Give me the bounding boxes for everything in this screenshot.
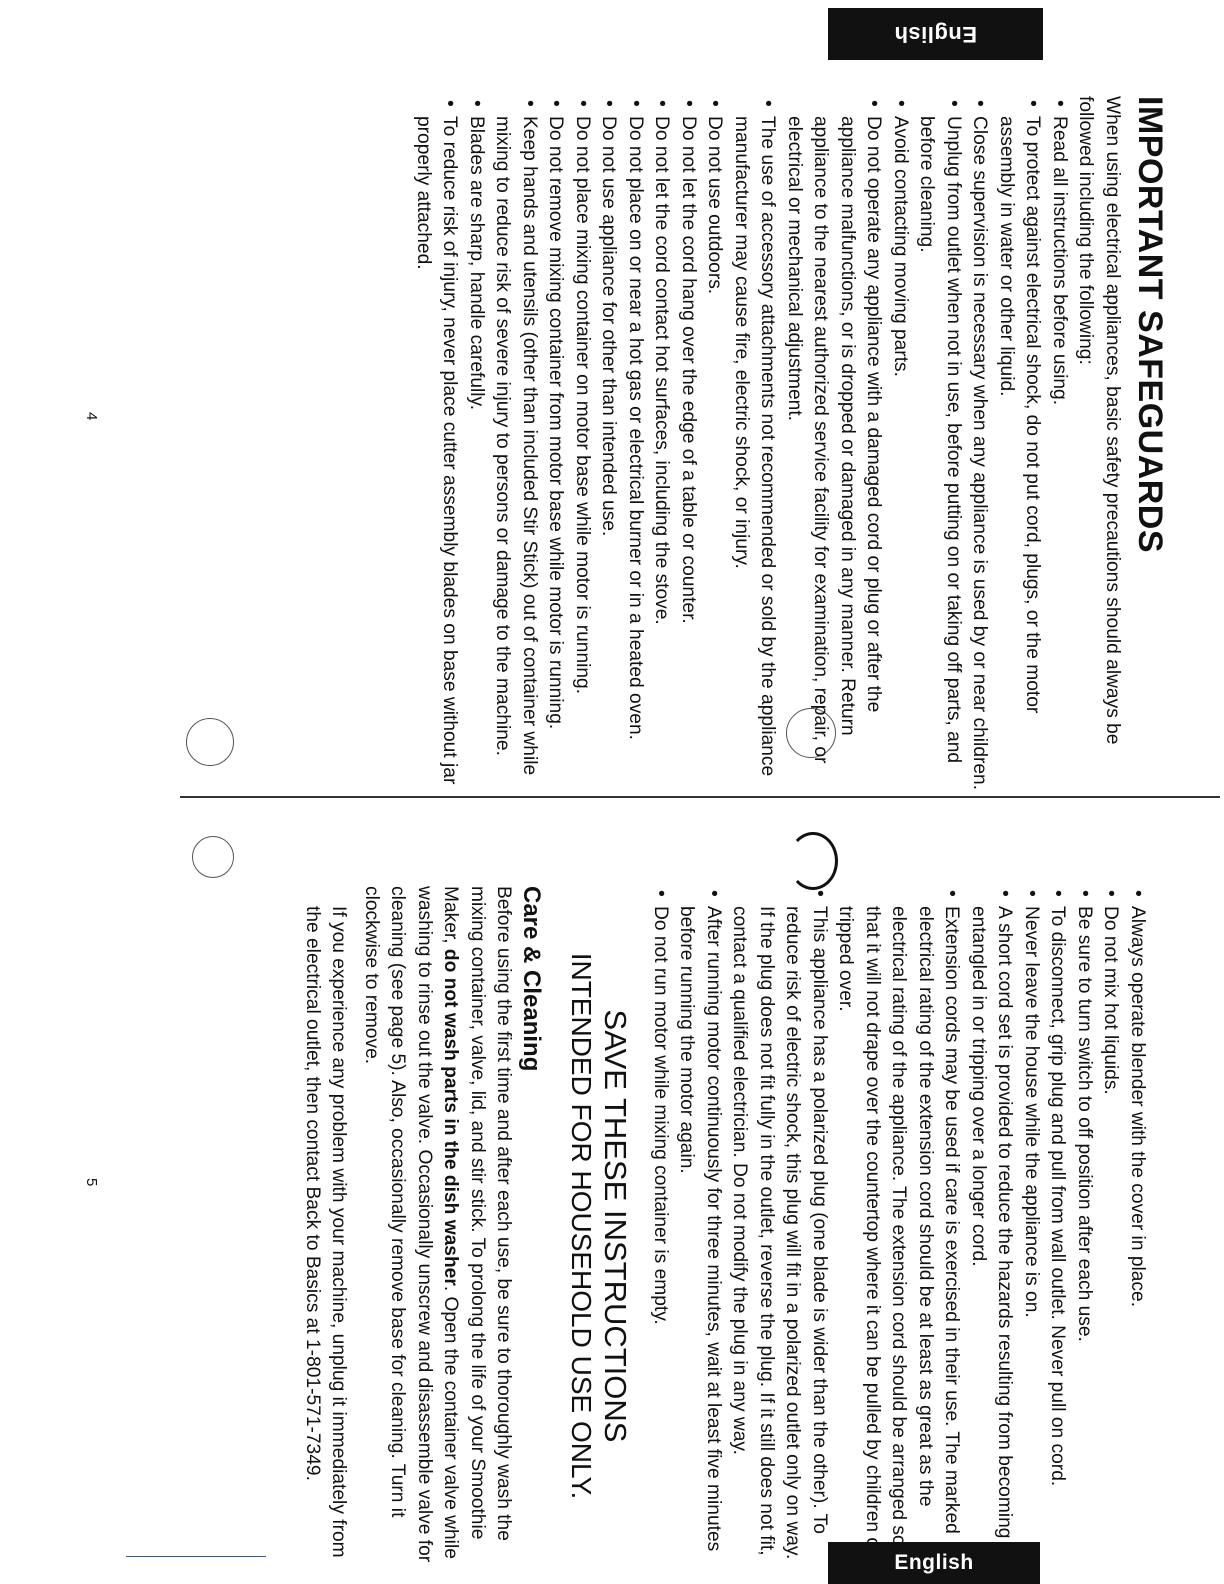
list-item: • To reduce risk of injury, never place cutter assembly blades on base without jar properly attached. [410, 96, 463, 796]
save-heading: SAVE THESE INSTRUCTIONS [598, 1009, 634, 1443]
safeguards-page [410, 96, 1171, 796]
list-item: • Blades are sharp, handle carefully. [463, 96, 490, 796]
binding-hole [186, 718, 234, 766]
binding-hole [192, 836, 234, 878]
list-item: • Do not use appliance for other than intended use. [595, 96, 622, 796]
list-item: • This appliance has a polarized plug (one blade is wider than the other). To reduce risk of electric shock, this plug will fit in a polarized outlet only on way. If the plug does not fit fully in the outlet, reverse the plug. If it still does not fit, contact a qualified electrician. Do not modify the plug in any way. [726, 886, 832, 1566]
safeguard-list-continued [647, 886, 1151, 1566]
binding-hole [788, 832, 838, 890]
list-item: • Do not let the cord contact hot surfaces, including the stove. [648, 96, 675, 796]
list-item: • Do not use outdoors. [701, 96, 728, 796]
list-item: • Close supervision is necessary when any appliance is used by or near children. [966, 96, 993, 796]
fold-line [180, 796, 1220, 798]
intro-text: When using electrical appliances, basic safety precautions should always be followed including the following: [1075, 96, 1123, 745]
care-heading: Care & Cleaning [518, 886, 546, 1072]
list-item: • Do not run motor while mixing container is empty. [647, 886, 674, 1566]
list-item: • The use of accessory attachments not recommended or sold by the appliance manufacturer may cause fire, electric shock, or injury. [728, 96, 781, 796]
list-item: • Be sure to turn switch to off position after each use. [1071, 886, 1098, 1566]
page-title: IMPORTANT SAFEGUARDS [1131, 96, 1169, 554]
list-item: • A short cord set is provided to reduce the hazards resulting from becoming entangled in or tripping over a longer cord. [965, 886, 1018, 1566]
list-item: • Unplug from outlet when not in use, before putting on or taking off parts, and before cleaning. [913, 96, 966, 796]
list-item: • Never leave the house while the appliance is on. [1018, 886, 1045, 1566]
list-item: • Do not remove mixing container from motor base while motor is running. [542, 96, 569, 796]
list-item: • Read all instructions before using. [1046, 96, 1073, 796]
continued-page [299, 886, 1151, 1566]
list-item: • Do not operate any appliance with a damaged cord or plug or after the appliance malfunctions, or is dropped or damaged in any manner. Return appliance to the nearest authorized service facility for examination, repair, or electrical or mechanical adjustment. [781, 96, 887, 796]
list-item: • To disconnect, grip plug and pull from wall outlet. Never pull on cord. [1044, 886, 1071, 1566]
list-item: • Keep hands and utensils (other than included Stir Stick) out of container while mixing to reduce risk of severe injury to persons or damage to the machine. [489, 96, 542, 796]
list-item: • Do not mix hot liquids. [1097, 886, 1124, 1566]
list-item: • Do not place mixing container on motor base while motor is running. [569, 96, 596, 796]
scan-edge [126, 1556, 266, 1557]
list-item: • Always operate blender with the cover in place. [1124, 886, 1151, 1566]
household-note: INTENDED FOR HOUSEHOLD USE ONLY. [566, 952, 598, 1500]
page-number-left: 4 [83, 412, 100, 421]
care-paragraph: Before using the first time and after each use, be sure to thoroughly wash the mixing container, valve, lid, and stir stick. To prolong the life of your Smoothie Maker, do not wash parts in the dish washer. Open the container valve while washing to rinse out the valve. Occasionally unscrew and disassemble valve for cleaning (see page 5). Also, occasionally remove base for cleaning. Turn it clockwise to remove. [361, 886, 515, 1563]
problem-paragraph: If you experience any problem with your machine, unplug it immediately from the electrical outlet, then contact Back to Basics at 1-801-571-7349. [302, 906, 350, 1558]
language-tab-bottom: English [828, 1542, 1040, 1584]
list-item: • To protect against electrical shock, do not put cord, plugs, or the motor assembly in water or other liquid. [993, 96, 1046, 796]
list-item: • After running motor continuously for three minutes, wait at least five minutes before running the motor again. [673, 886, 726, 1566]
list-item: • Avoid contacting moving parts. [887, 96, 914, 796]
save-instructions [565, 886, 633, 1566]
list-item: • Extension cords may be used if care is exercised in their use. The marked electrical rating of the extension cord should be at least as great as the electrical rating of the appliance. The extension cord should be arranged so that it will not drape over the countertop where it can be pulled by children or tripped over. [832, 886, 965, 1566]
language-tab-top: English [828, 8, 1043, 60]
page-number-right: 5 [83, 1178, 100, 1187]
list-item: • Do not place on or near a hot gas or electrical burner or in a heated oven. [622, 96, 649, 796]
list-item: • Do not let the cord hang over the edge of a table or counter. [675, 96, 702, 796]
safeguard-list [410, 96, 1073, 796]
